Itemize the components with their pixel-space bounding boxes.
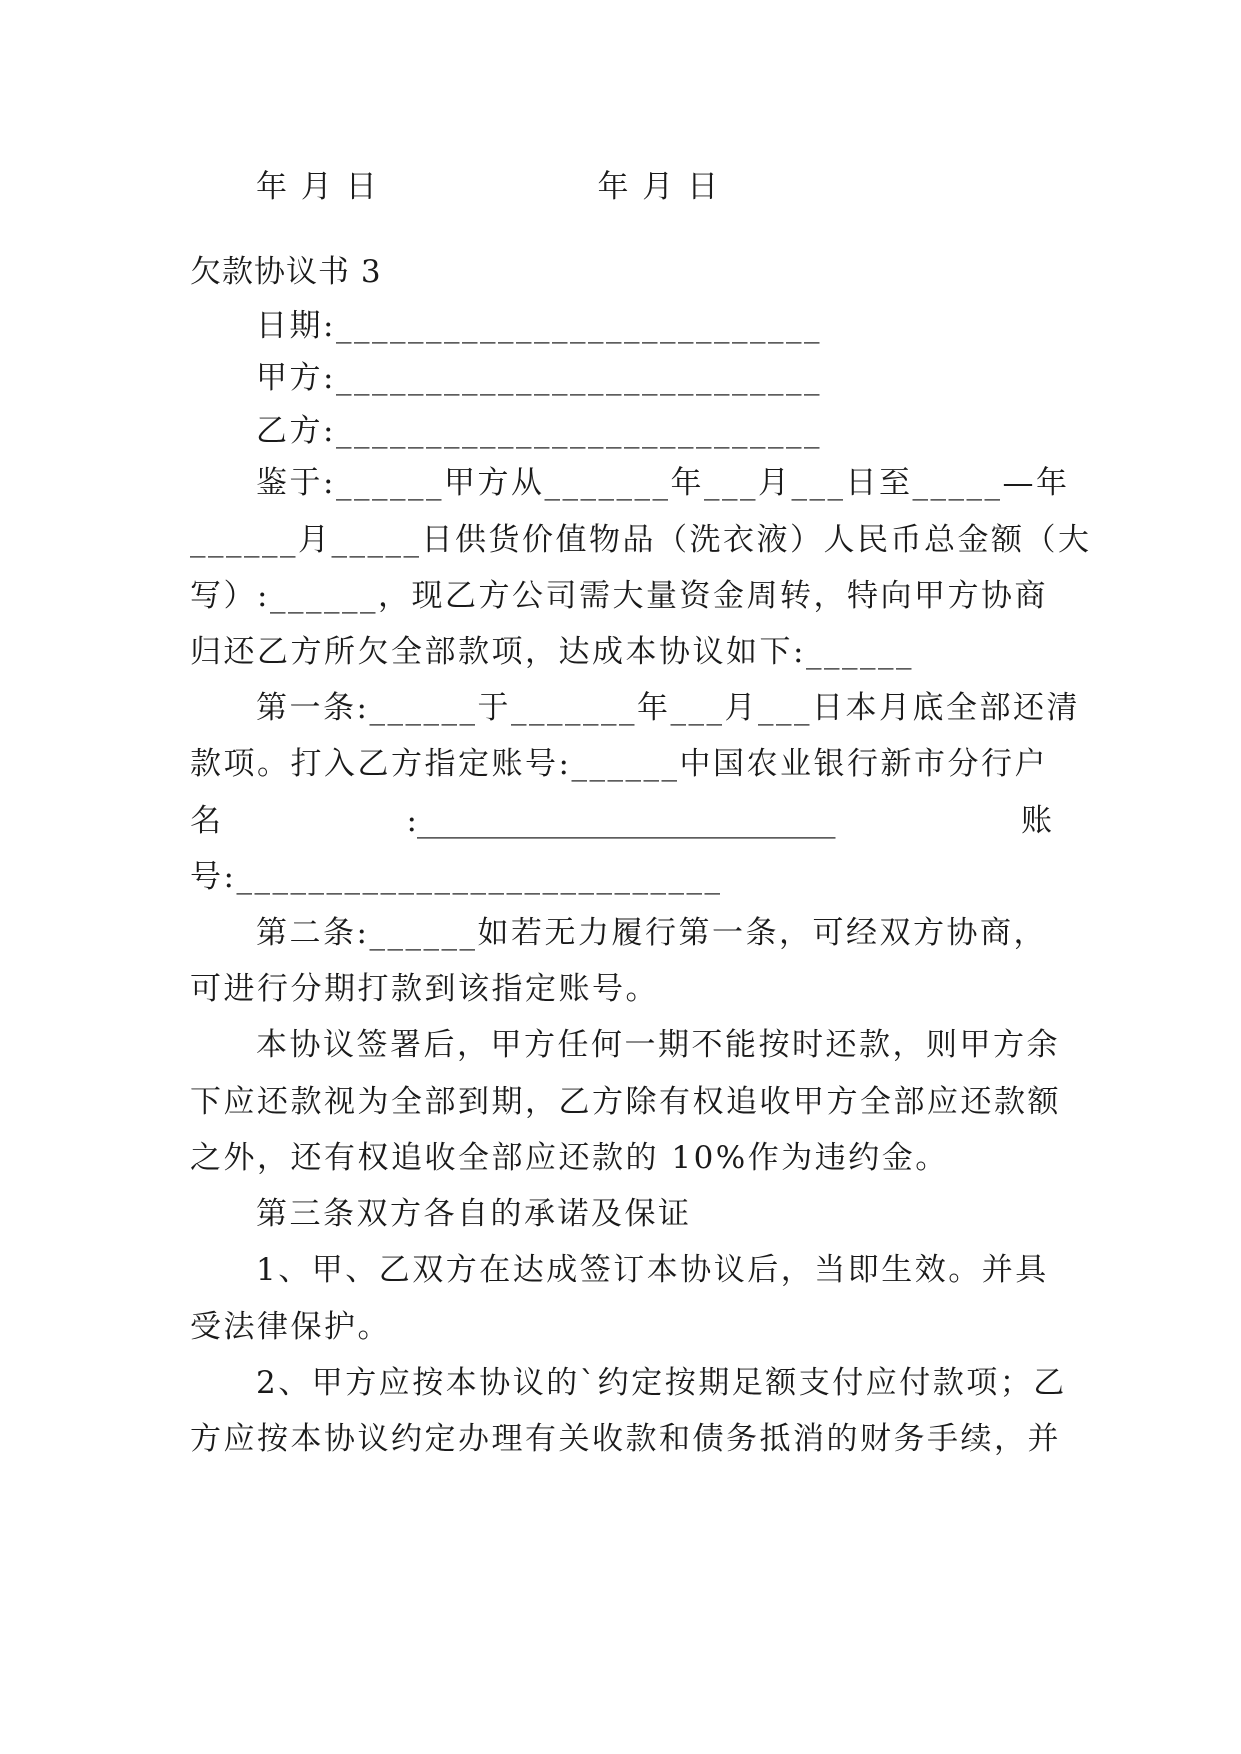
account-label-start: 账 bbox=[1020, 803, 1052, 839]
para1-line1: 鉴于:______甲方从_______年___月___日至_____—年 bbox=[256, 465, 1070, 501]
account-name-label: 名 bbox=[190, 803, 221, 839]
para3-line2: 下应还款视为全部到期，乙方除有权追收甲方全部应还款额 bbox=[190, 1084, 1061, 1120]
para3-line3: 之外，还有权追收全部应还款的 10%作为违约金。 bbox=[190, 1140, 949, 1176]
item2-line2: 方应按本协议约定办理有关收款和债务抵消的财务手续，并 bbox=[190, 1421, 1061, 1457]
para1-line4: 归还乙方所欠全部款项，达成本协议如下:______ bbox=[190, 634, 914, 670]
article1-line1: 第一条:______于_______年___月___日本月底全部还清 bbox=[256, 690, 1080, 726]
article2-line1: 第二条:______如若无力履行第一条，可经双方协商， bbox=[256, 915, 1047, 951]
article3-title: 第三条双方各自的承诺及保证 bbox=[256, 1196, 692, 1232]
para1-line2: ______月_____日供货价值物品（洗衣液）人民币总金额（大 bbox=[190, 522, 1092, 558]
article1-line3 bbox=[190, 801, 1052, 841]
signature-date-row bbox=[256, 167, 720, 207]
party-b-field: 乙方:___________________________ bbox=[256, 413, 822, 449]
article1-line4: 号:___________________________ bbox=[190, 859, 723, 895]
article2-line2: 可进行分期打款到该指定账号。 bbox=[190, 971, 659, 1007]
article1-line2: 款项。打入乙方指定账号:______中国农业银行新市分行户 bbox=[190, 746, 1048, 782]
document-title: 欠款协议书 3 bbox=[190, 254, 382, 290]
date-right: 年 月 日 bbox=[597, 169, 721, 205]
item1-line2: 受法律保护。 bbox=[190, 1309, 391, 1345]
account-name-blank: :___________________________ bbox=[406, 803, 836, 839]
party-a-field: 甲方:___________________________ bbox=[256, 360, 822, 396]
date-left: 年 月 日 bbox=[256, 169, 379, 205]
para1-line3: 写）:______，现乙方公司需大量资金周转，特向甲方协商 bbox=[190, 578, 1048, 614]
item1-line1: 1、甲、乙双方在达成签订本协议后，当即生效。并具 bbox=[256, 1252, 1049, 1288]
date-field: 日期:___________________________ bbox=[256, 308, 822, 344]
para3-line1: 本协议签署后，甲方任何一期不能按时还款，则甲方余 bbox=[256, 1027, 1060, 1063]
item2-line1: 2、甲方应按本协议的`约定按期足额支付应付款项；乙 bbox=[256, 1365, 1067, 1401]
